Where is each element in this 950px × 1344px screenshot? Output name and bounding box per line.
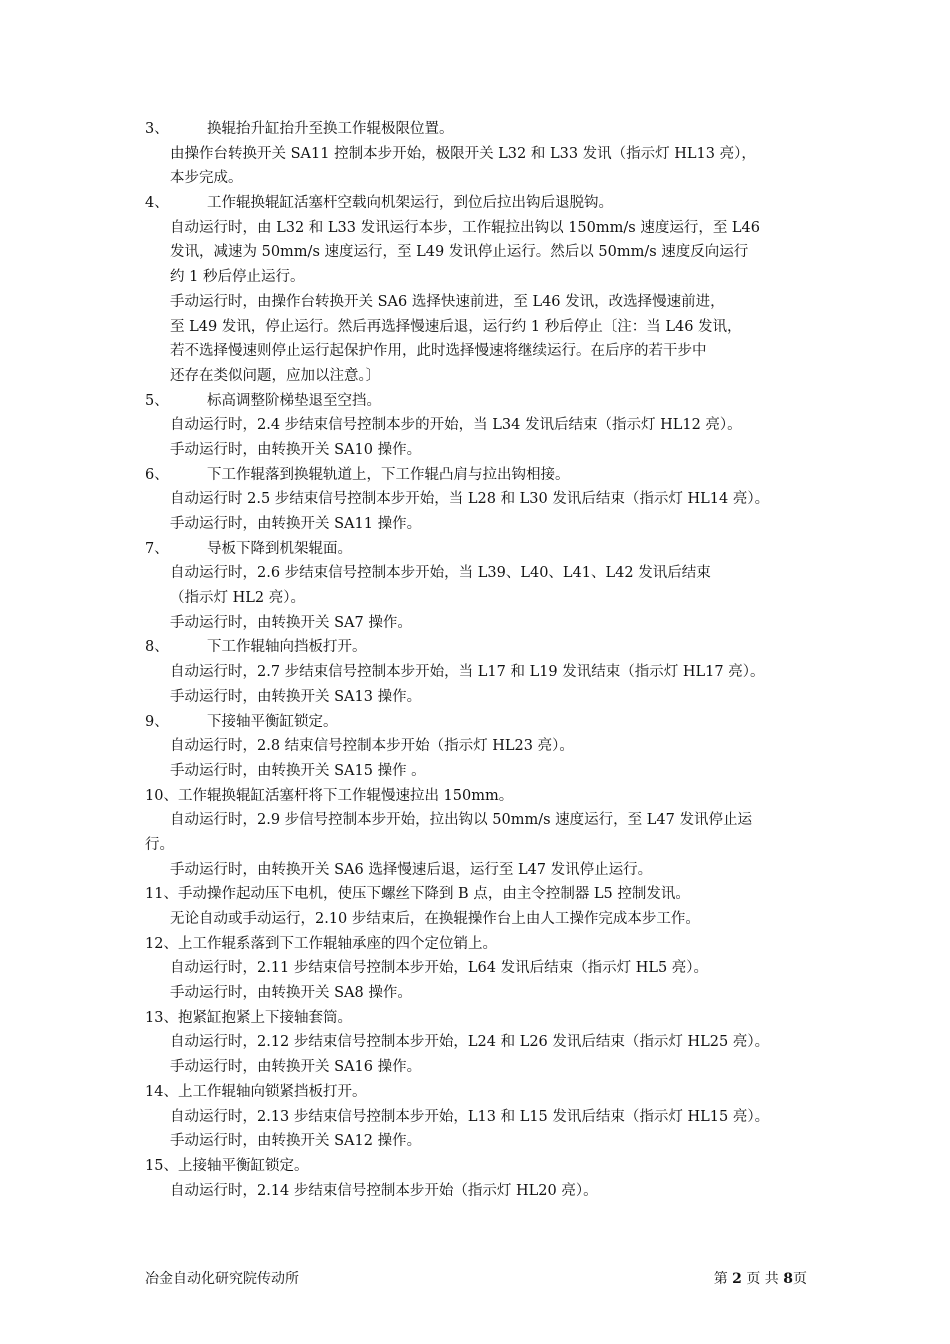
paragraph-line: 手动运行时，由转换开关 SA8 操作。 [170,985,412,1002]
step-number: 8、 [145,639,169,656]
paragraph-line: 手动运行时，由转换开关 SA7 操作。 [170,614,412,631]
step-number: 4、 [145,195,169,212]
paragraph-line: 无论自动或手动运行，2.10 步结束后，在换辊操作台上由人工操作完成本步工作。 [170,911,700,927]
paragraph-line: 手动运行时，由转换开关 SA13 操作。 [170,688,422,705]
step-heading [145,882,815,907]
step-title: 换辊抬升缸抬升至换工作辊极限位置。 [207,121,454,137]
step-heading [145,635,815,660]
paragraph-line: 自动运行时，2.12 步结束信号控制本步开始，L24 和 L26 发讯后结束（指示灯 HL25 亮）。 [170,1034,770,1051]
step-title: 下工作辊落到换辊轨道上，下工作辊凸肩与拉出钩相接。 [207,466,570,483]
document-body [145,117,815,1203]
step-heading [145,537,815,562]
paragraph-line: 手动运行时，由转换开关 SA11 操作。 [170,516,422,532]
page-footer [145,1268,807,1290]
paragraph-line: 还存在类似问题，应加以注意。〕 [170,367,381,384]
paragraph-line: 至 L49 发讯，停止运行。然后再选择慢速后退，运行约 1 秒后停止〔注：当 L46 发讯， [170,318,742,335]
page-mid: 页 共 [746,1271,779,1287]
paragraph-line: （指示灯 HL2 亮）。 [170,590,305,607]
step-number: 5、 [145,392,169,409]
step-title: 工作辊换辊缸活塞杆空载向机架运行，到位后拉出钩后退脱钩。 [207,195,613,212]
total-pages: 8 [783,1271,793,1287]
step-title: 导板下降到机架辊面。 [207,540,352,557]
step-number: 6、 [145,466,169,483]
step-number: 10、 [145,787,178,804]
paragraph-line: 自动运行时，由 L32 和 L33 发讯运行本步，工作辊拉出钩以 150mm/s 速度运行，至 L46 [170,219,761,236]
step-heading [145,191,815,216]
step-title: 工作辊换辊缸活塞杆将下工作辊慢速拉出 150mm。 [177,787,514,804]
step-heading [145,784,815,809]
step-number: 15、 [145,1157,178,1174]
step-heading [145,932,815,957]
paragraph-line: 发讯，减速为 50mm/s 速度运行，至 L49 发讯停止运行。然后以 50mm/s 速度反向运行 [170,244,749,261]
paragraph-line: 自动运行时，2.7 步结束信号控制本步开始，当 L17 和 L19 发讯结束（指示灯 HL17 亮）。 [170,664,765,681]
step-number: 9、 [145,713,169,730]
step-number: 14、 [145,1083,178,1100]
step-number: 3、 [145,121,169,137]
paragraph-line: 手动运行时，由转换开关 SA16 操作。 [170,1059,422,1076]
step-title: 上工作辊系落到下工作辊轴承座的四个定位销上。 [177,935,497,952]
paragraph-line: 手动运行时，由转换开关 SA15 操作 。 [170,762,426,779]
step-title: 抱紧缸抱紧上下接轴套筒。 [177,1009,352,1026]
paragraph-line: 手动运行时，由操作台转换开关 SA6 选择快速前进，至 L46 发讯，改选择慢速前进， [170,293,725,310]
paragraph-line: 行。 [145,836,174,853]
step-title: 手动操作起动压下电机，使压下螺丝下降到 B 点，由主令控制器 L5 控制发讯。 [177,886,690,903]
step-title: 上接轴平衡缸锁定。 [177,1157,309,1174]
step-heading [145,463,815,488]
step-heading [145,389,815,414]
step-heading [145,1006,815,1031]
step-heading [145,710,815,735]
paragraph-line: 自动运行时，2.9 步信号控制本步开始，拉出钩以 50mm/s 速度运行，至 L47 发讯停止运 [170,812,752,829]
step-title: 上工作辊轴向锁紧挡板打开。 [177,1083,367,1100]
step-number: 13、 [145,1009,178,1026]
paragraph-line: 约 1 秒后停止运行。 [170,269,305,286]
paragraph-line: 由操作台转换开关 SA11 控制本步开始，极限开关 L32 和 L33 发讯（指示灯 HL13 亮）， [170,145,756,162]
step-number: 11、 [145,886,178,903]
paragraph-line: 若不选择慢速则停止运行起保护作用，此时选择慢速将继续运行。在后序的若干步中 [170,343,707,360]
step-number: 12、 [145,935,178,952]
page-prefix: 第 [713,1271,728,1287]
step-title: 标高调整阶梯垫退至空挡。 [207,392,381,409]
step-heading [145,1154,815,1179]
paragraph-line: 自动运行时，2.6 步结束信号控制本步开始，当 L39、L40、L41、L42 发讯后结束 [170,565,711,582]
paragraph-line: 自动运行时 2.5 步结束信号控制本步开始，当 L28 和 L30 发讯后结束（指示灯 HL14 亮）。 [170,491,770,508]
paragraph-line: 自动运行时，2.14 步结束信号控制本步开始（指示灯 HL20 亮）。 [170,1182,598,1199]
paragraph-line: 手动运行时，由转换开关 SA12 操作。 [170,1133,422,1150]
step-title: 下工作辊轴向挡板打开。 [207,639,367,656]
footer-page-number [714,1268,807,1290]
step-heading [145,117,815,142]
step-title: 下接轴平衡缸锁定。 [207,713,338,730]
page-suffix: 页 [793,1271,807,1287]
step-heading [145,1080,815,1105]
paragraph-line: 自动运行时，2.8 结束信号控制本步开始（指示灯 HL23 亮）。 [170,738,574,755]
paragraph-line: 自动运行时，2.4 步结束信号控制本步的开始，当 L34 发讯后结束（指示灯 HL12 亮）。 [170,417,742,434]
step-number: 7、 [145,540,169,557]
paragraph-line: 自动运行时，2.13 步结束信号控制本步开始，L13 和 L15 发讯后结束（指示灯 HL15 亮）。 [170,1108,770,1125]
paragraph-line: 本步完成。 [170,170,243,187]
paragraph-line: 手动运行时，由转换开关 SA10 操作。 [170,441,422,458]
paragraph-line: 自动运行时，2.11 步结束信号控制本步开始，L64 发讯后结束（指示灯 HL5 亮）。 [170,960,709,977]
current-page: 2 [732,1271,742,1287]
footer-organization: 冶金自动化研究院传动所 [145,1271,299,1287]
paragraph-line: 手动运行时，由转换开关 SA6 选择慢速后退，运行至 L47 发讯停止运行。 [170,861,653,878]
